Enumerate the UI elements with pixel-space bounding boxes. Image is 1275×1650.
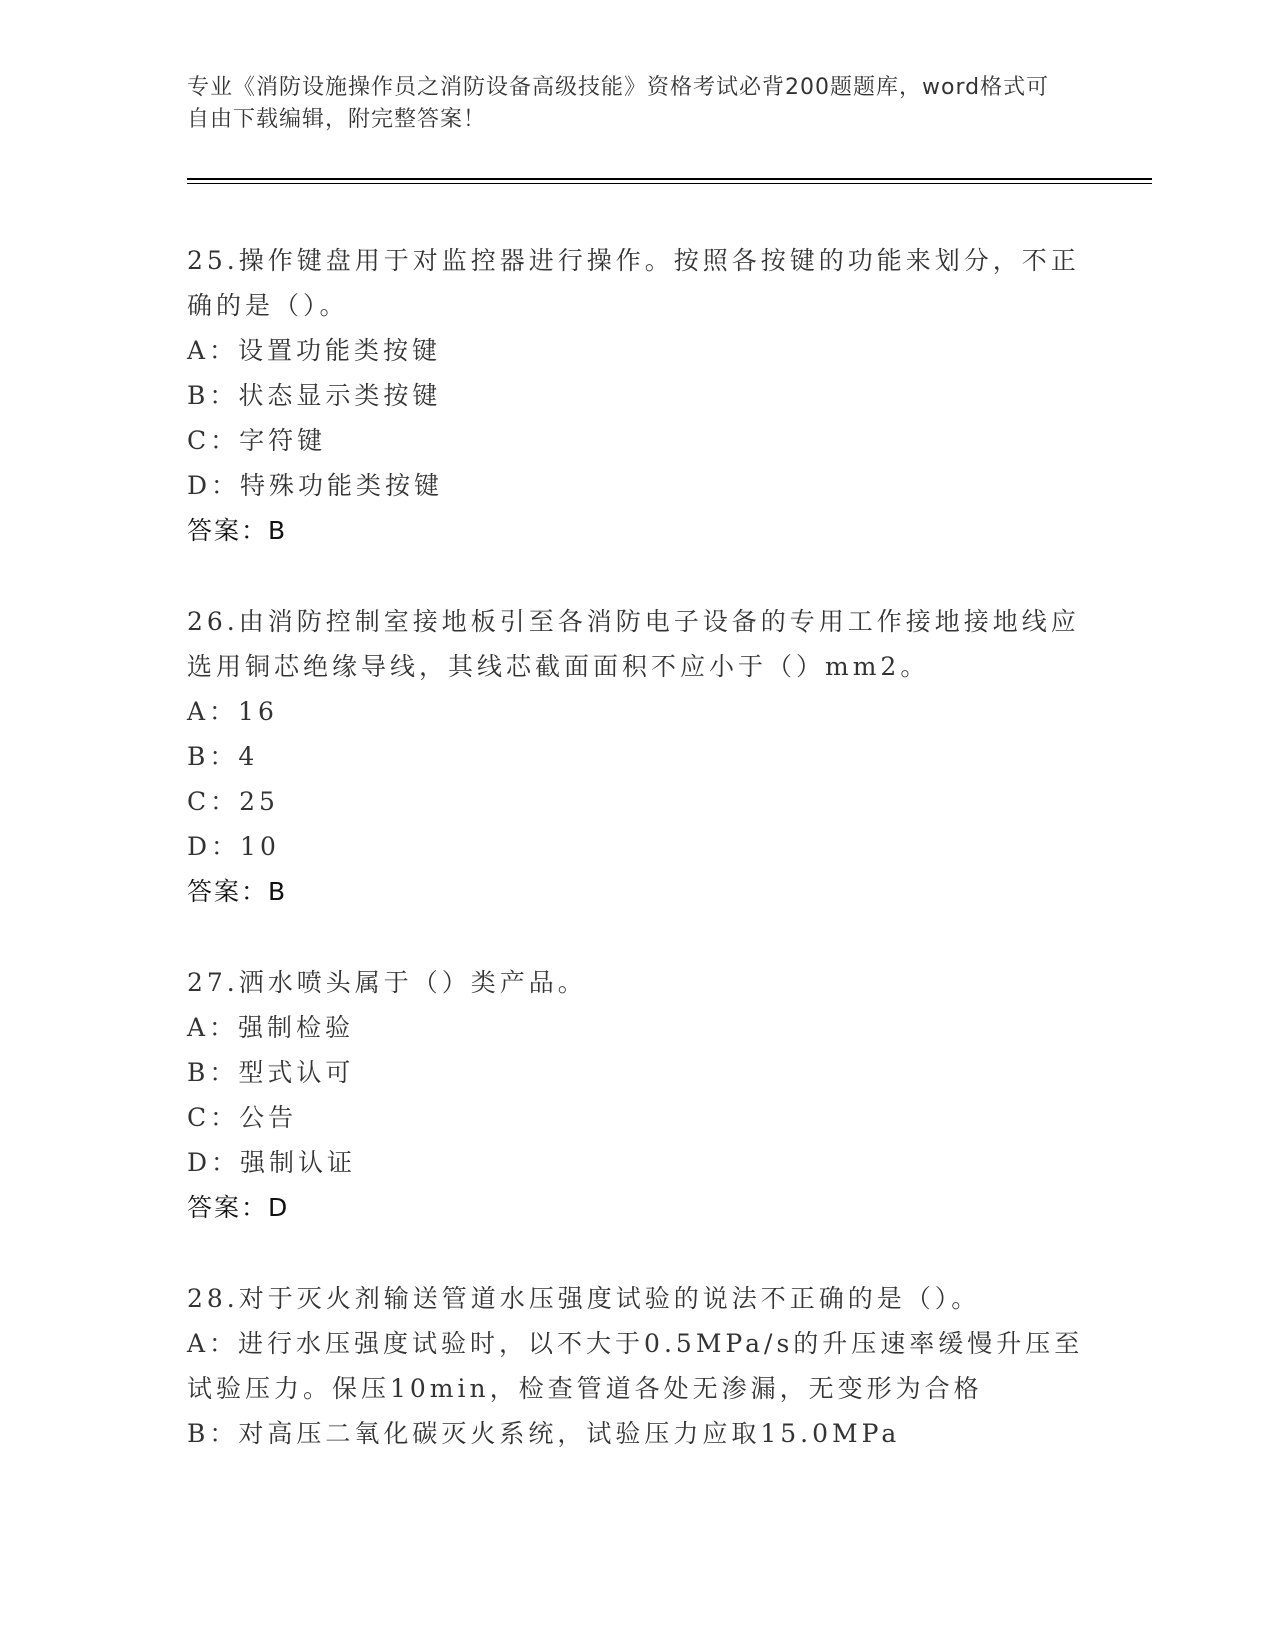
option-d: D：强制认证 (187, 1148, 357, 1177)
option-a: A：进行水压强度试验时，以不大于0.5MPa/s的升压速率缓慢升压至试验压力。保压10min，检查管道各处无渗漏，无变形为合格 (187, 1329, 1084, 1403)
option-c: C：25 (187, 787, 279, 816)
option-a: A：16 (187, 697, 278, 726)
question-stem: 28.对于灭火剂输送管道水压强度试验的说法不正确的是（）。 (187, 1284, 981, 1313)
option-b: B：4 (187, 742, 259, 771)
option-a: A：强制检验 (187, 1013, 355, 1042)
question-stem: 25.操作键盘用于对监控器进行操作。按照各按键的功能来划分，不正确的是（）。 (187, 246, 1080, 320)
answer: 答案：B (187, 516, 288, 545)
question-25 (187, 238, 1087, 553)
answer: 答案：B (187, 877, 288, 906)
question-stem: 26.由消防控制室接地板引至各消防电子设备的专用工作接地接地线应选用铜芯绝缘导线，其线芯截面面积不应小于（）mm2。 (187, 607, 1080, 681)
document-header (187, 72, 1067, 136)
option-b: B：型式认可 (187, 1058, 355, 1087)
question-list (187, 238, 1087, 1502)
question-28 (187, 1276, 1087, 1456)
question-stem: 27.洒水喷头属于（）类产品。 (187, 968, 587, 997)
option-b: B：状态显示类按键 (187, 381, 442, 410)
option-b: B：对高压二氧化碳灭火系统，试验压力应取15.0MPa (187, 1419, 901, 1448)
question-26 (187, 599, 1087, 914)
option-d: D：特殊功能类按键 (187, 471, 444, 500)
header-divider-thin (187, 183, 1152, 184)
option-a: A：设置功能类按键 (187, 336, 442, 365)
header-divider (187, 178, 1152, 180)
option-c: C：公告 (187, 1103, 298, 1132)
option-d: D：10 (187, 832, 280, 861)
option-c: C：字符键 (187, 426, 327, 455)
answer: 答案：D (187, 1193, 290, 1222)
question-27 (187, 960, 1087, 1230)
header-text: 专业《消防设施操作员之消防设备高级技能》资格考试必背200题题库，word格式可自由下载编辑，附完整答案！ (187, 75, 1050, 132)
